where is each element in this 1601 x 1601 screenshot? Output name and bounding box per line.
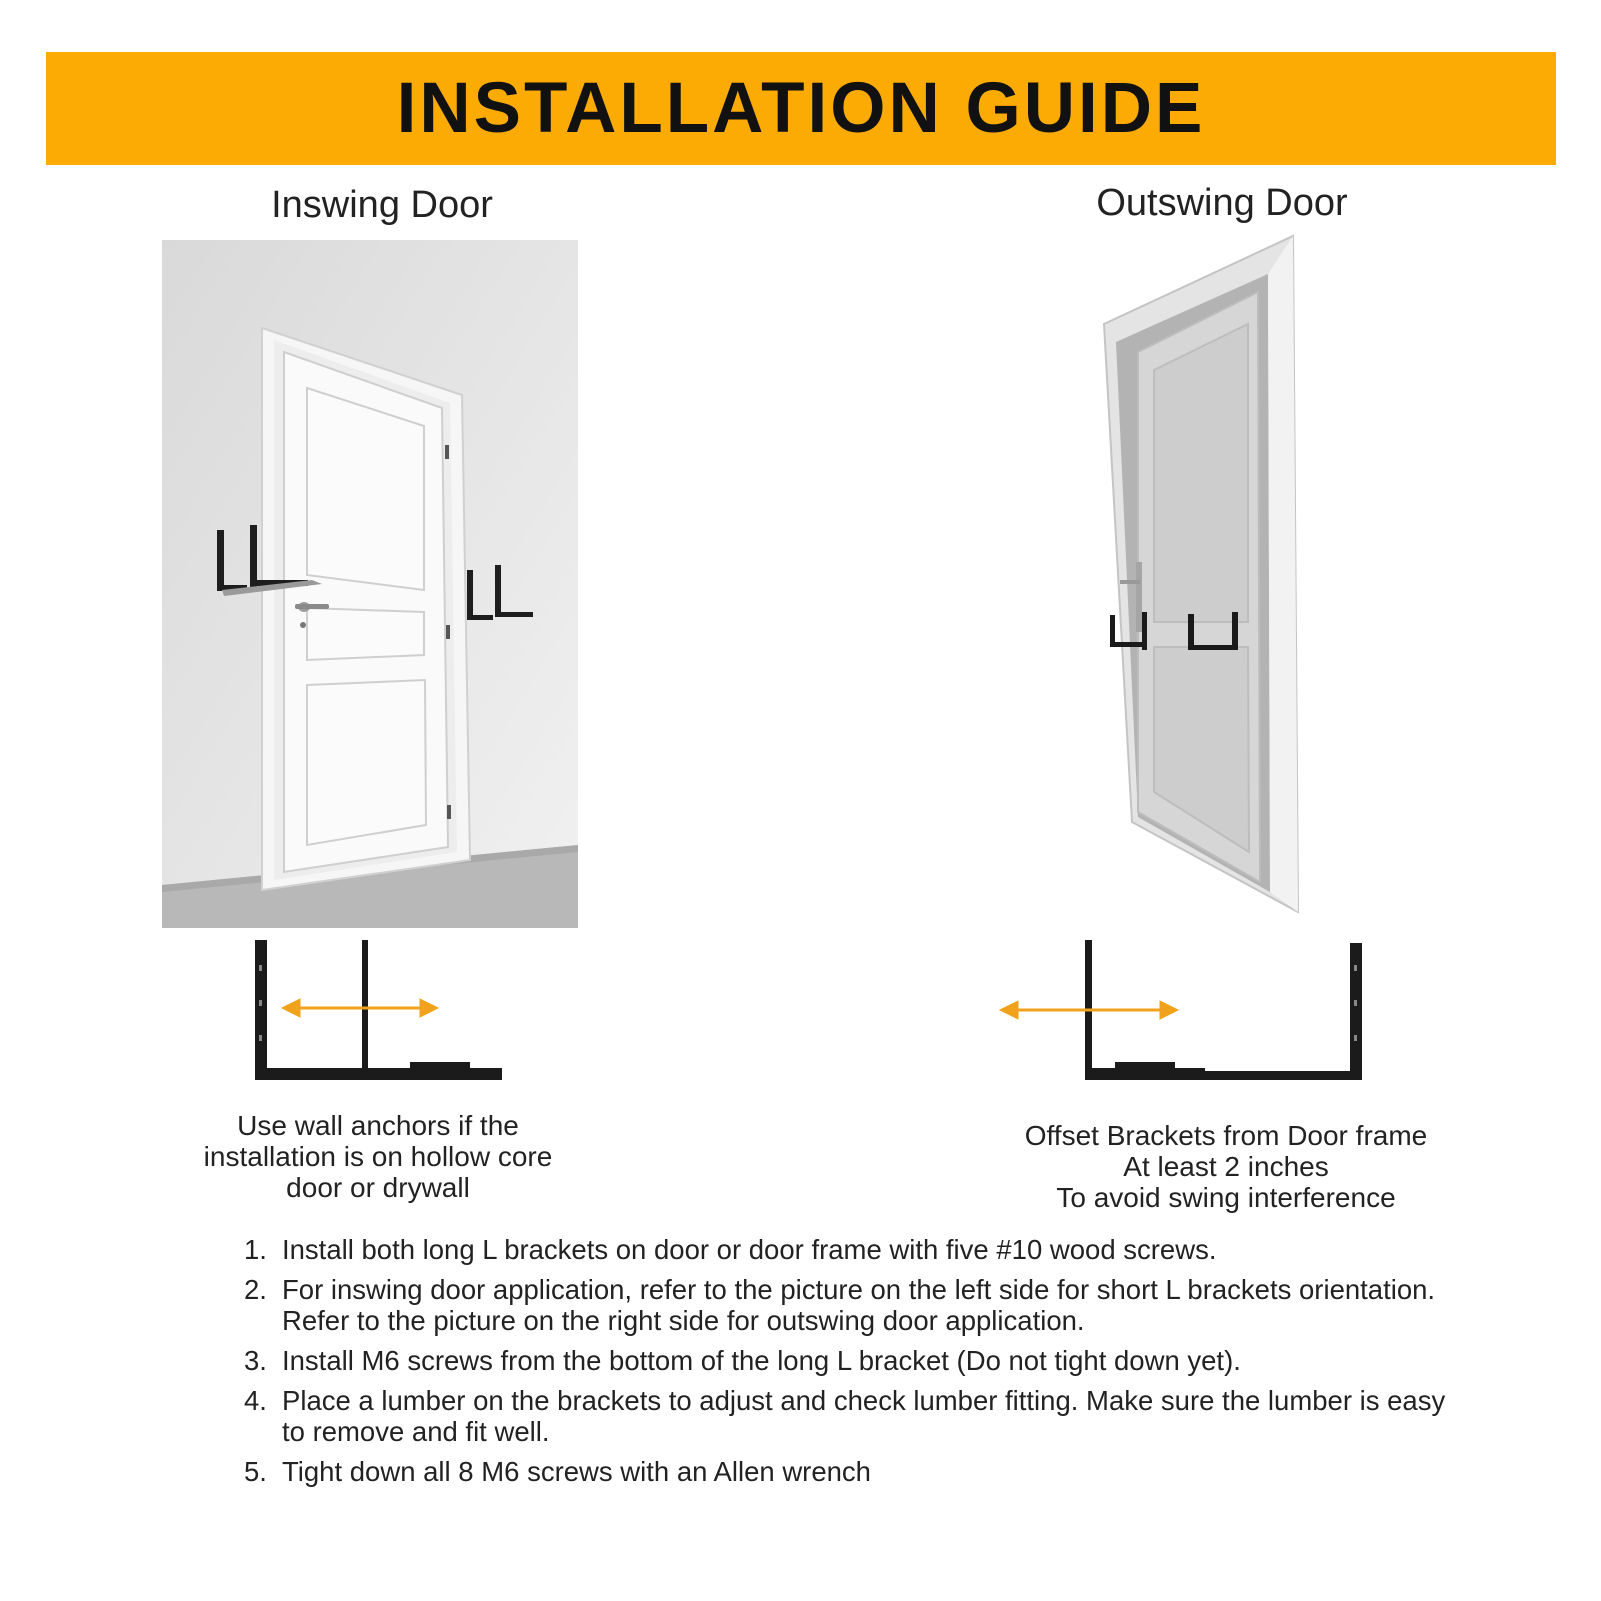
inswing-title: Inswing Door (271, 184, 493, 226)
long-l-bracket (1190, 943, 1362, 1080)
outswing-caption: Offset Brackets from Door frame At least 2 inches To avoid swing interference (1024, 1120, 1428, 1213)
inswing-door-photo (162, 240, 578, 928)
long-l-bracket (255, 940, 367, 1080)
outswing-bracket-diagram (995, 935, 1375, 1095)
step-item: 3. Install M6 screws from the bottom of the long L bracket (Do not tight down yet). (244, 1345, 1241, 1376)
instruction-steps (244, 1234, 1474, 1496)
outswing-title: Outswing Door (1096, 182, 1348, 224)
step-item: 4. Place a lumber on the brackets to adjust and check lumber fitting. Make sure the lumber is easy to remove and fit well. (244, 1385, 1446, 1447)
adjust-arrow-icon (282, 999, 438, 1017)
inswing-caption: Use wall anchors if the installation is on hollow core door or drywall (203, 1110, 553, 1203)
title-banner (46, 52, 1556, 165)
step-item: 5. Tight down all 8 M6 screws with an Allen wrench (244, 1456, 871, 1487)
inswing-bracket-diagram (250, 935, 520, 1095)
page-title: INSTALLATION GUIDE (396, 69, 1206, 148)
step-item: 2. For inswing door application, refer to the picture on the left side for short L brackets orientation. Refer to the picture on the right side for outswing door application. (244, 1274, 1436, 1336)
step-item: 1. Install both long L brackets on door or door frame with five #10 wood screws. (244, 1234, 1217, 1265)
outswing-door-photo (1098, 232, 1318, 922)
